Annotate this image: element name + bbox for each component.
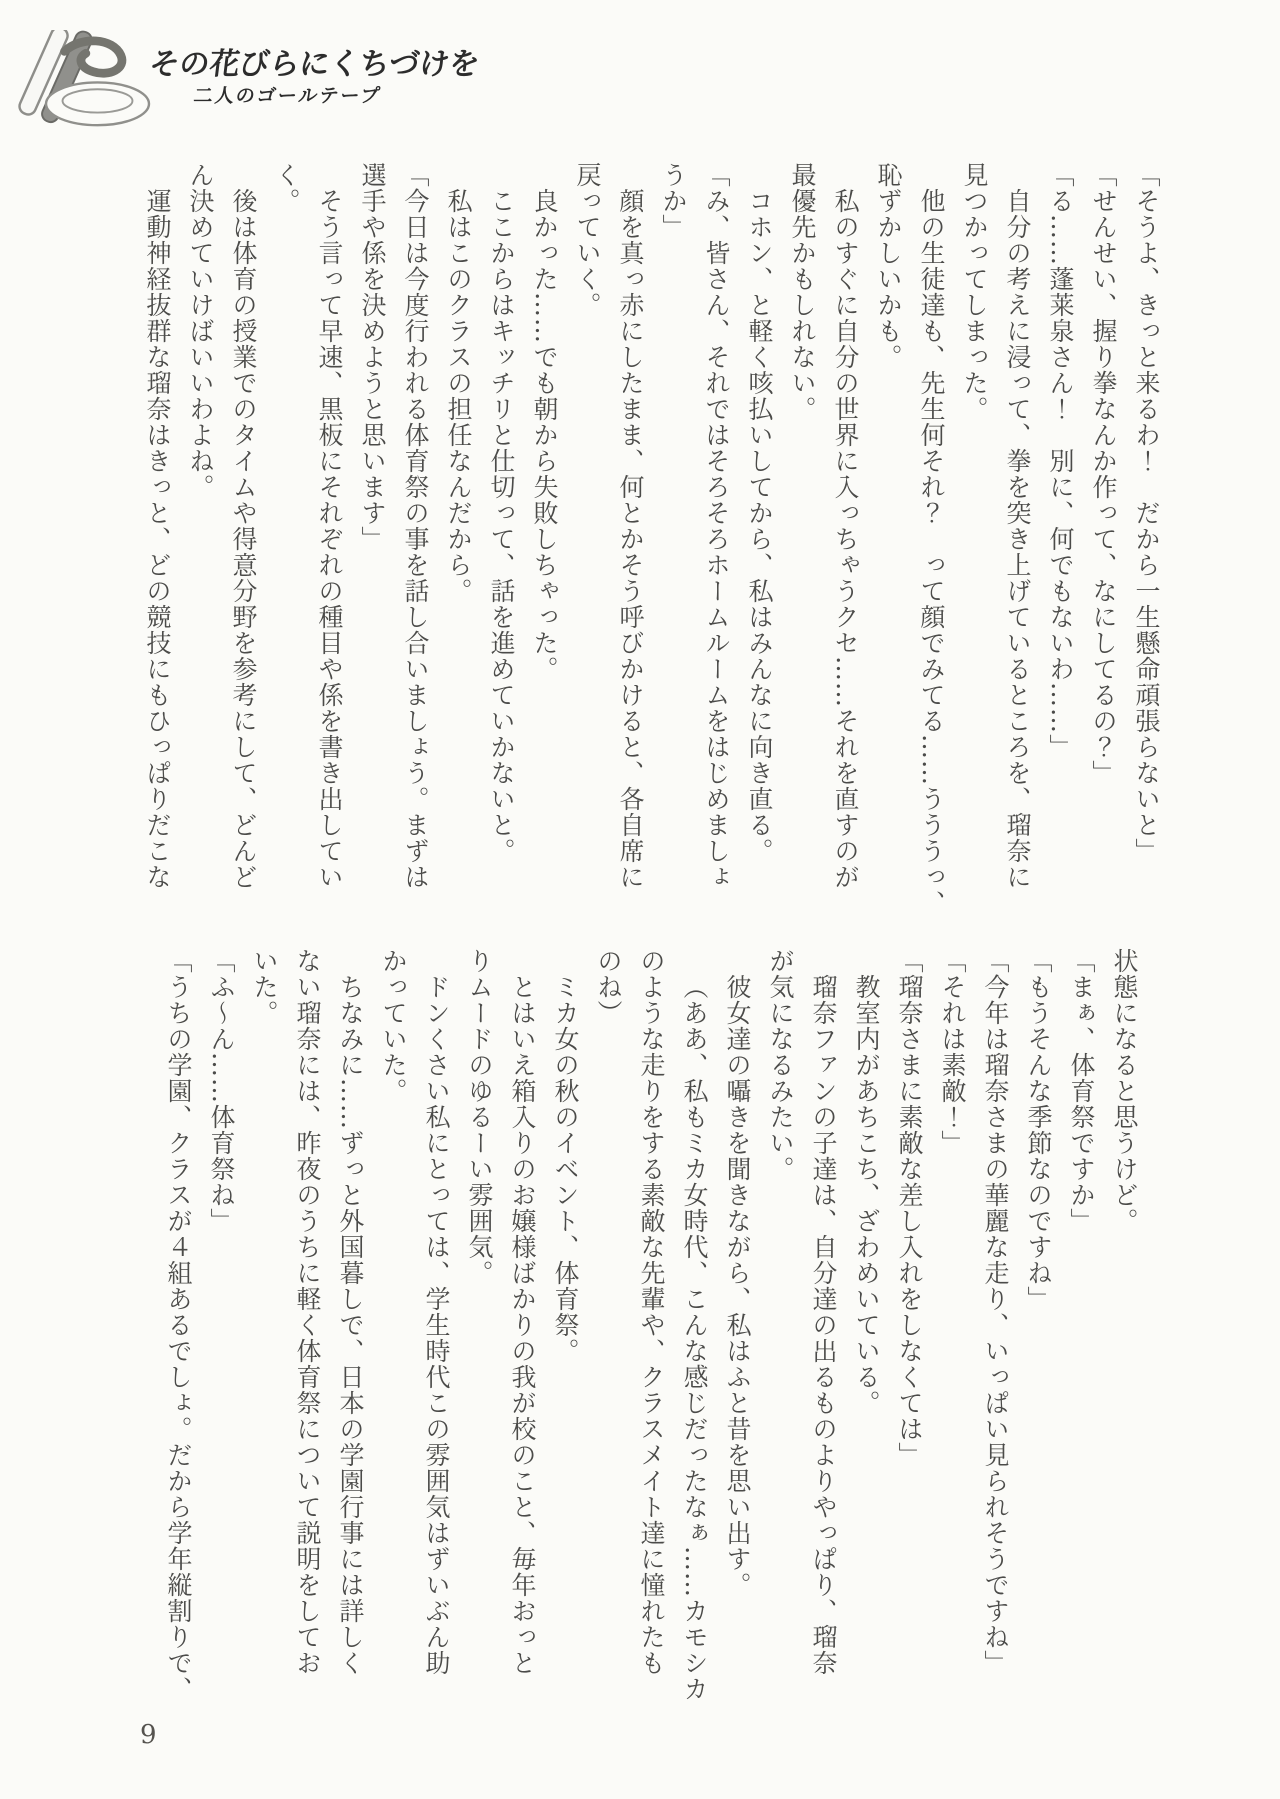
text-line: 状態になると思うけど。 [1110,948,1139,1234]
text-line: りムードのゆるーい雰囲気。 [465,948,494,1286]
text-line: 戻っていく。 [573,162,602,318]
text-line: 瑠奈ファンの子達は、自分達の出るものよりやっぱり、瑠奈 [809,974,838,1676]
text-line: ん決めていけばいいわよね。 [186,162,215,500]
text-line: 恥ずかしいかも。 [874,162,903,370]
text-line: 「瑠奈さまに素敵な差し入れをしなくては」 [895,948,924,1468]
text-line: うか」 [659,162,688,240]
chapter-title: 二人のゴールテープ [192,85,383,107]
text-line: 後は体育の授業でのタイムや得意分野を参考にして、どんど [229,188,258,890]
text-line: 運動神経抜群な瑠奈はきっと、どの競技にもひっぱりだこな [143,188,172,890]
text-block-bottom [157,948,1146,1702]
text-line: ミカ女の秋のイベント、体育祭。 [551,974,580,1364]
text-line: く。 [272,162,301,214]
text-line: 顔を真っ赤にしたまま、何とかそう呼びかけると、各自席に [616,188,645,890]
text-line: のような走りをする素敵な先輩や、クラスメイト達に憧れたも [637,948,666,1676]
series-title: その花びらにくちづけを [147,47,482,82]
text-line: のね） [594,948,623,1026]
page-number: 9 [140,1720,158,1750]
text-line: 彼女達の囁きを聞きながら、私はふと昔を思い出す。 [723,974,752,1598]
text-line: 「せんせい、握り拳なんか作って、なにしてるの？」 [1089,162,1118,786]
logo-title-group [144,48,481,107]
text-line: ない瑠奈には、昨夜のうちに軽く体育祭について説明をしてお [293,948,322,1676]
text-line: そう言って早速、黒板にそれぞれの種目や係を書き出してい [315,188,344,890]
text-line: ドンくさい私にとっては、学生時代この雰囲気はずいぶん助 [422,974,451,1676]
text-line: 選手や係を決めようと思います」 [358,162,387,552]
text-line: 私のすぐに自分の世界に入っちゃうクセ……それを直すのが [831,188,860,890]
text-line: 「今日は今度行われる体育祭の事を話し合いましょう。まずは [401,162,430,890]
text-line: 「それは素敵！」 [938,948,967,1156]
text-line: 「まぁ、体育祭ですか」 [1067,948,1096,1234]
text-line: 見つかってしまった。 [960,162,989,422]
text-line: 「み、皆さん、それではそろそろホームルームをはじめましょ [702,162,731,890]
text-line: 「うちの学園、クラスが４組あるでしょ。だから学年縦割りで、 [164,948,193,1702]
chapter-header [6,30,482,132]
text-line: 他の生徒達も、先生何それ？ って顔でみてる……うううっ、 [917,188,946,916]
text-line: 最優先かもしれない。 [788,162,817,422]
text-line: 教室内があちこち、ざわめいている。 [852,974,881,1416]
text-line: 「ふ〜ん……体育祭ね」 [207,948,236,1234]
text-line: 良かった……でも朝から失敗しちゃった。 [530,188,559,682]
text-line: 自分の考えに浸って、拳を突き上げているところを、瑠奈に [1003,188,1032,890]
text-line: 「そうよ、きっと来るわ！ だから一生懸命頑張らないと」 [1132,162,1161,864]
text-line: 私はこのクラスの担任なんだから。 [444,188,473,604]
text-line: とはいえ箱入りのお嬢様ばかりの我が校のこと、毎年おっと [508,974,537,1676]
goal-tape-batons-logo-icon [6,30,156,132]
text-line: 「もうそんな季節なのですね」 [1024,948,1053,1312]
text-line: ここからはキッチリと仕切って、話を進めていかないと。 [487,188,516,864]
text-line: いた。 [250,948,279,1026]
text-line: ちなみに……ずっと外国暮しで、日本の学園行事には詳しく [336,974,365,1676]
text-line: かっていた。 [379,948,408,1104]
text-line: が気になるみたい。 [766,948,795,1182]
text-line: 「今年は瑠奈さまの華麗な走り、いっぱい見られそうですね」 [981,948,1010,1676]
text-line: （ああ、私もミカ女時代、こんな感じだったなぁ……カモシカ [680,974,709,1702]
text-line: 「る……蓬莱泉さん！ 別に、何でもないわ……」 [1046,162,1075,760]
text-line: コホン、と軽く咳払いしてから、私はみんなに向き直る。 [745,188,774,864]
text-block-top [136,162,1168,916]
